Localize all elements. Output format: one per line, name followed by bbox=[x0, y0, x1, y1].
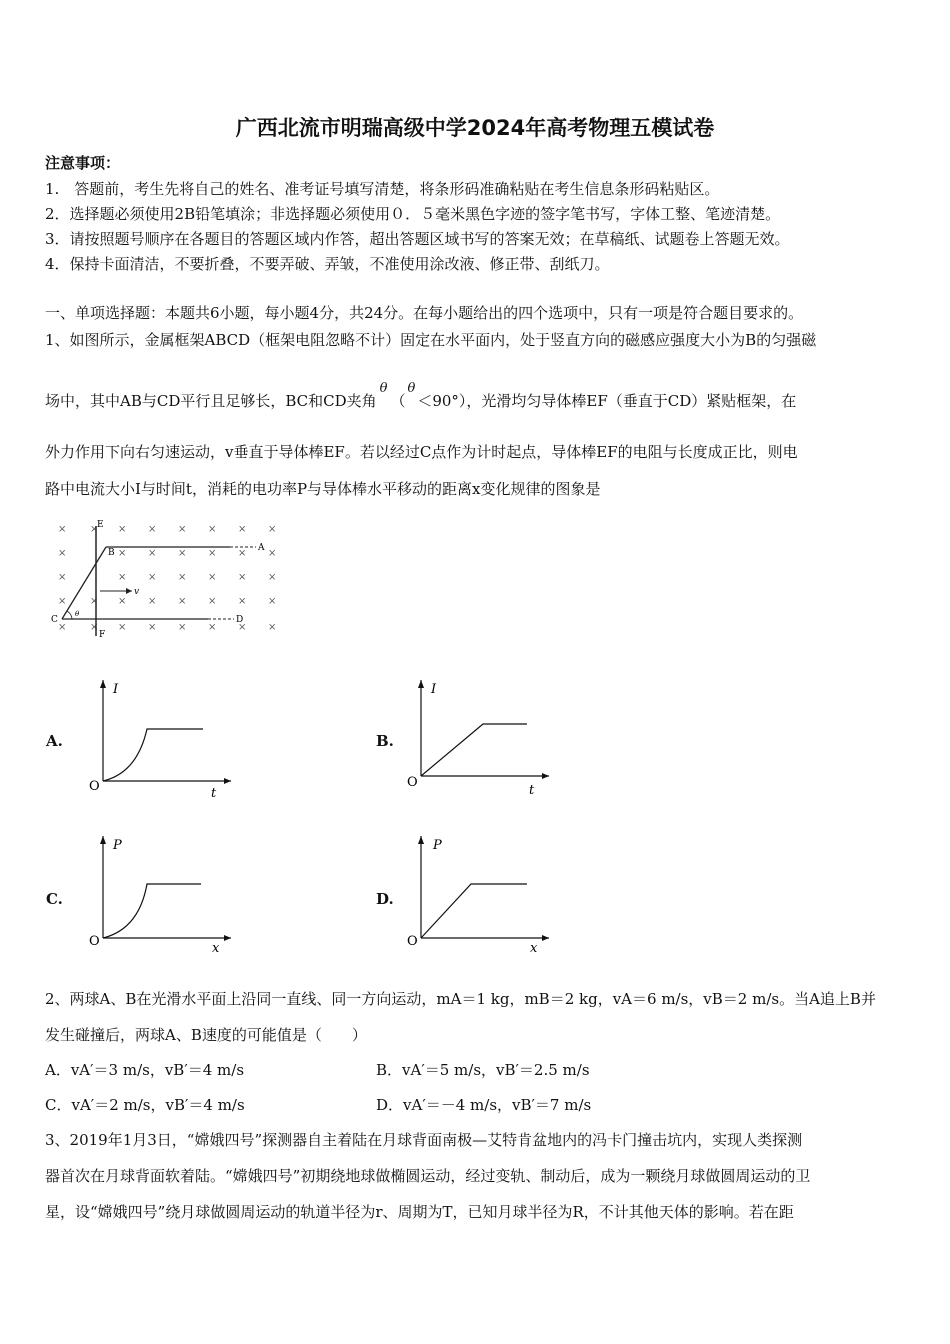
label-D: D bbox=[236, 615, 244, 625]
field-cross: × bbox=[90, 622, 99, 633]
option-label: A. bbox=[46, 732, 63, 750]
field-cross: × bbox=[90, 596, 99, 607]
notice-item: 3．请按照题号顺序在各题目的答题区域内作答，超出答题区域书写的答案无效；在草稿纸、试题卷上答题无效。 bbox=[45, 230, 790, 248]
field-cross: × bbox=[208, 524, 217, 535]
graph-curve bbox=[103, 729, 203, 781]
notice-item: 4．保持卡面清洁，不要折叠，不要弄破、弄皱，不准使用涂改液、修正带、刮纸刀。 bbox=[45, 255, 610, 273]
field-cross: × bbox=[118, 572, 127, 583]
field-cross: × bbox=[58, 572, 67, 583]
field-cross: × bbox=[148, 524, 157, 535]
y-label: I bbox=[113, 682, 119, 697]
notice-item: 2．选择题必须使用2B铅笔填涂；非选择题必须使用０．５毫米黑色字迹的签字笔书写，字体工整、笔迹清楚。 bbox=[45, 205, 781, 223]
origin-label: O bbox=[407, 775, 418, 790]
q1-text-line bbox=[45, 381, 797, 411]
x-label: x bbox=[530, 941, 538, 956]
angle-arc bbox=[67, 611, 72, 619]
option-label: C. bbox=[46, 890, 63, 908]
field-cross: × bbox=[118, 596, 127, 607]
graph-line bbox=[421, 884, 527, 938]
field-cross: × bbox=[118, 548, 127, 559]
theta-symbol: θ bbox=[379, 381, 388, 396]
graph-option-c bbox=[85, 832, 235, 956]
q1-text-part: ＜90°），光滑均匀导体棒EF（垂直于CD）紧贴框架，在 bbox=[417, 392, 797, 410]
q2-option-b: B．vA′＝5 m/s，vB′＝2.5 m/s bbox=[376, 1061, 590, 1079]
label-C: C bbox=[51, 615, 58, 625]
q3-text-line: 3、2019年1月3日，“嫦娥四号”探测器自主着陆在月球背面南极—艾特肯盆地内的冯卡门撞击坑内，实现人类探测 bbox=[45, 1131, 803, 1149]
label-E: E bbox=[97, 520, 104, 530]
field-cross: × bbox=[238, 622, 247, 633]
origin-label: O bbox=[407, 934, 418, 949]
x-label: t bbox=[529, 783, 535, 798]
field-cross: × bbox=[148, 622, 157, 633]
x-label: x bbox=[212, 941, 220, 956]
field-cross: × bbox=[268, 596, 277, 607]
x-label: t bbox=[211, 786, 217, 800]
y-label: P bbox=[113, 838, 122, 853]
label-F: F bbox=[99, 630, 106, 640]
field-cross: × bbox=[238, 596, 247, 607]
q1-text-part: 场中，其中AB与CD平行且足够长，BC和CD夹角 bbox=[45, 392, 377, 410]
field-cross: × bbox=[148, 596, 157, 607]
field-cross: × bbox=[268, 524, 277, 535]
origin-label: O bbox=[89, 934, 100, 949]
section-heading: 一、单项选择题：本题共6小题，每小题4分，共24分。在每小题给出的四个选项中，只有一项是符合题目要求的。 bbox=[45, 304, 804, 322]
graph-option-b bbox=[403, 676, 553, 800]
field-cross: × bbox=[58, 596, 67, 607]
q2-option-c: C．vA′＝2 m/s，vB′＝4 m/s bbox=[45, 1096, 245, 1114]
y-axis-arrow bbox=[100, 836, 106, 844]
y-axis-arrow bbox=[100, 680, 106, 688]
notice-item: 1. 答题前，考生先将自己的姓名、准考证号填写清楚，将条形码准确粘贴在考生信息条形码粘贴区。 bbox=[45, 180, 720, 198]
y-label: I bbox=[431, 682, 437, 697]
theta-symbol: θ bbox=[407, 381, 416, 396]
field-cross: × bbox=[238, 572, 247, 583]
q1-text-line: 外力作用下向右匀速运动，v垂直于导体棒EF。若以经过C点作为计时起点，导体棒EF的电阻与长度成正比，则电 bbox=[45, 443, 798, 461]
origin-label: O bbox=[89, 779, 100, 794]
field-cross: × bbox=[268, 548, 277, 559]
field-cross: × bbox=[118, 622, 127, 633]
rail-BC bbox=[62, 547, 106, 619]
label-B: B bbox=[108, 548, 115, 558]
field-cross: × bbox=[178, 572, 187, 583]
graph-option-a bbox=[85, 676, 235, 800]
q2-text-line: 发生碰撞后，两球A、B速度的可能值是（ ） bbox=[45, 1026, 367, 1044]
label-theta: θ bbox=[75, 610, 80, 618]
y-label: P bbox=[433, 838, 442, 853]
q2-text-line: 2、两球A、B在光滑水平面上沿同一直线、同一方向运动，mA＝1 kg，mB＝2 kg，vA＝6 m/s，vB＝2 m/s。当A追上B并 bbox=[45, 990, 876, 1008]
q3-text-line: 星，设“嫦娥四号”绕月球做圆周运动的轨道半径为r、周期为T，已知月球半径为R，不计其他天体的影响。若在距 bbox=[45, 1203, 794, 1221]
field-cross: × bbox=[268, 572, 277, 583]
field-cross: × bbox=[238, 524, 247, 535]
x-axis-arrow bbox=[224, 778, 231, 784]
q3-text-line: 器首次在月球背面软着陆。“嫦娥四号”初期绕地球做椭圆运动，经过变轨、制动后，成为一颗绕月球做圆周运动的卫 bbox=[45, 1167, 811, 1185]
option-label: B. bbox=[376, 732, 394, 750]
field-cross: × bbox=[208, 572, 217, 583]
field-cross: × bbox=[58, 622, 67, 633]
label-A: A bbox=[258, 543, 265, 553]
field-cross: × bbox=[178, 524, 187, 535]
field-cross: × bbox=[148, 548, 157, 559]
field-cross: × bbox=[148, 572, 157, 583]
field-cross: × bbox=[238, 548, 247, 559]
x-axis-arrow bbox=[542, 935, 549, 941]
field-cross: × bbox=[208, 622, 217, 633]
x-axis-arrow bbox=[224, 935, 231, 941]
graph-curve bbox=[103, 884, 201, 938]
field-cross: × bbox=[58, 548, 67, 559]
x-axis-arrow bbox=[542, 773, 549, 779]
q2-option-a: A．vA′＝3 m/s，vB′＝4 m/s bbox=[45, 1061, 245, 1079]
notice-heading: 注意事项： bbox=[45, 154, 121, 172]
label-v: v bbox=[134, 587, 140, 597]
q2-option-d: D．vA′＝－4 m/s，vB′＝7 m/s bbox=[376, 1096, 592, 1114]
field-cross: × bbox=[208, 596, 217, 607]
field-cross: × bbox=[268, 622, 277, 633]
y-axis-arrow bbox=[418, 680, 424, 688]
option-label: D. bbox=[376, 890, 394, 908]
q1-text-line: 1、如图所示，金属框架ABCD（框架电阻忽略不计）固定在水平面内，处于竖直方向的磁感应强度大小为B的匀强磁 bbox=[45, 331, 817, 349]
graph-line bbox=[421, 724, 527, 776]
y-axis-arrow bbox=[418, 836, 424, 844]
graph-option-d bbox=[403, 832, 553, 956]
page-title: 广西北流市明瑞高级中学2024年高考物理五模试卷 bbox=[235, 116, 715, 140]
field-cross: × bbox=[208, 548, 217, 559]
q1-frame-figure bbox=[48, 518, 280, 640]
field-cross: × bbox=[58, 524, 67, 535]
field-cross: × bbox=[178, 622, 187, 633]
field-cross: × bbox=[178, 548, 187, 559]
q1-text-part: （ bbox=[390, 392, 406, 410]
velocity-arrowhead bbox=[126, 588, 132, 594]
field-cross: × bbox=[90, 524, 99, 535]
q1-text-line: 路中电流大小I与时间t，消耗的电功率P与导体棒水平移动的距离x变化规律的图象是 bbox=[45, 480, 601, 498]
field-cross: × bbox=[178, 596, 187, 607]
field-cross: × bbox=[118, 524, 127, 535]
magnetic-field-crosses bbox=[58, 524, 276, 633]
